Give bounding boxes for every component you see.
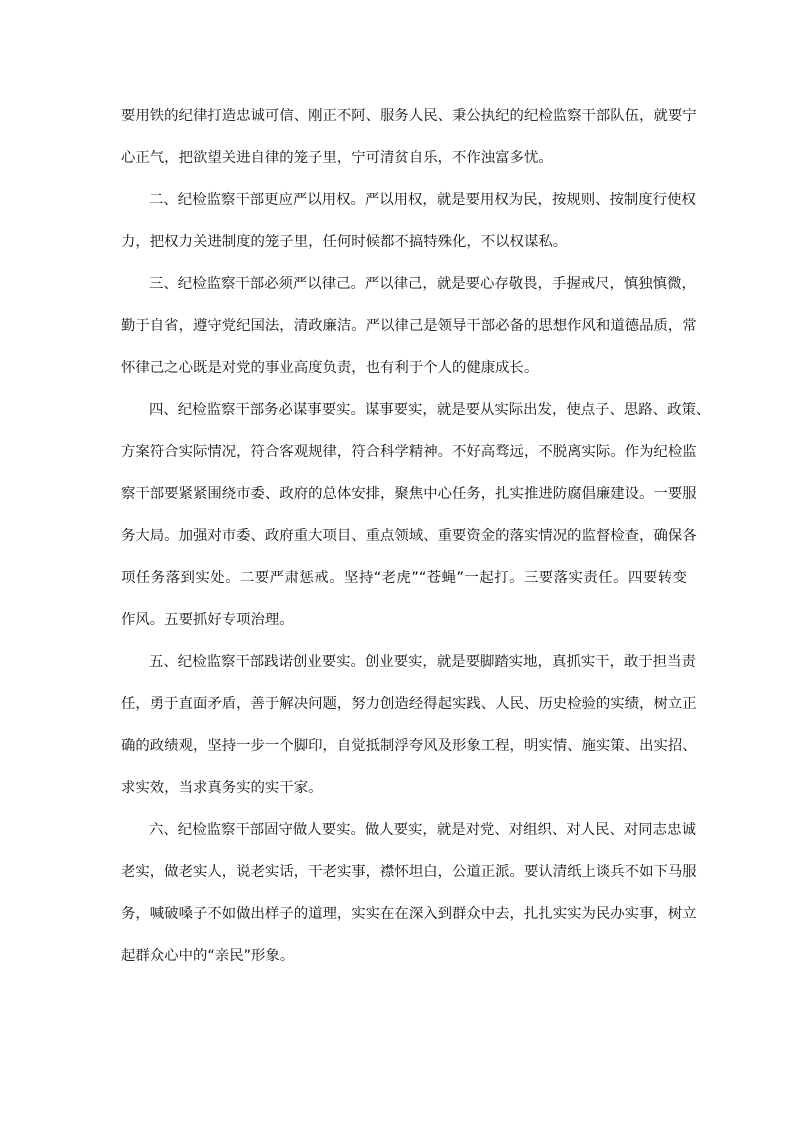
paragraph-line: 力，把权力关进制度的笼子里，任何时候都不搞特殊化，不以权谋私。: [121, 234, 568, 250]
paragraph-line: 任，勇于直面矛盾，善于解决问题，努力创造经得起实践、人民、历史检验的实绩，树立正: [121, 696, 697, 712]
document-body: [121, 103, 711, 985]
paragraph-line: 方案符合实际情况，符合客观规律，符合科学精神。不好高骛远，不脱离实际。作为纪检监: [121, 444, 697, 460]
paragraph-line: 三、纪检监察干部必须严以律己。严以律己，就是要心存敬畏，手握戒尺，慎独慎微，: [149, 276, 696, 292]
paragraph-4: [121, 397, 711, 649]
paragraph-line: 勤于自省，遵守党纪国法，清政廉洁。严以律己是领导干部必备的思想作风和道德品质，常: [121, 318, 697, 334]
paragraph-line: 作风。五要抓好专项治理。: [121, 612, 294, 628]
paragraph-line: 项任务落到实处。二要严肃惩戒。坚持“老虎”“苍蝇”一起打。三要落实责任。四要转变: [121, 570, 687, 586]
paragraph-line: 老实，做老实人，说老实话，干老实事，襟怀坦白，公道正派。要认清纸上谈兵不如下马服: [121, 864, 697, 880]
paragraph-line: 五、纪检监察干部践诺创业要实。创业要实，就是要脚踏实地，真抓实干，敢于担当责: [149, 654, 696, 670]
paragraph-line: 务，喊破嗓子不如做出样子的道理，实实在在深入到群众中去，扎扎实实为民办实事，树立: [121, 906, 697, 922]
paragraph-line: 务大局。加强对市委、政府重大项目、重点领域、重要资金的落实情况的监督检查，确保各: [121, 528, 697, 544]
paragraph-line: 求实效，当求真务实的实干家。: [121, 780, 323, 796]
paragraph-line: 起群众心中的“亲民”形象。: [121, 948, 295, 964]
paragraph-line: 四、纪检监察干部务必谋事要实。谋事要实，就是要从实际出发，使点子、思路、政策、: [149, 402, 711, 418]
paragraph-1: [121, 103, 697, 187]
paragraph-line: 六、纪检监察干部固守做人要实。做人要实，就是对党、对组织、对人民、对同志忠诚: [149, 822, 696, 838]
paragraph-3: [121, 271, 697, 397]
paragraph-line: 二、纪检监察干部更应严以用权。严以用权，就是要用权为民，按规则、按制度行使权: [149, 192, 696, 208]
paragraph-line: 要用铁的纪律打造忠诚可信、刚正不阿、服务人民、秉公执纪的纪检监察干部队伍，就要宁: [121, 108, 697, 124]
paragraph-line: 怀律己之心既是对党的事业高度负责，也有利于个人的健康成长。: [121, 360, 539, 376]
paragraph-line: 察干部要紧紧围绕市委、政府的总体安排，聚焦中心任务，扎实推进防腐倡廉建设。一要服: [121, 486, 697, 502]
paragraph-5: [121, 649, 697, 817]
paragraph-line: 确的政绩观，坚持一步一个脚印，自觉抵制浮夸风及形象工程，明实情、施实策、出实招、: [121, 738, 697, 754]
paragraph-6: [121, 817, 697, 985]
paragraph-2: [121, 187, 696, 271]
paragraph-line: 心正气，把欲望关进自律的笼子里，宁可清贫自乐，不作浊富多忧。: [121, 150, 553, 166]
